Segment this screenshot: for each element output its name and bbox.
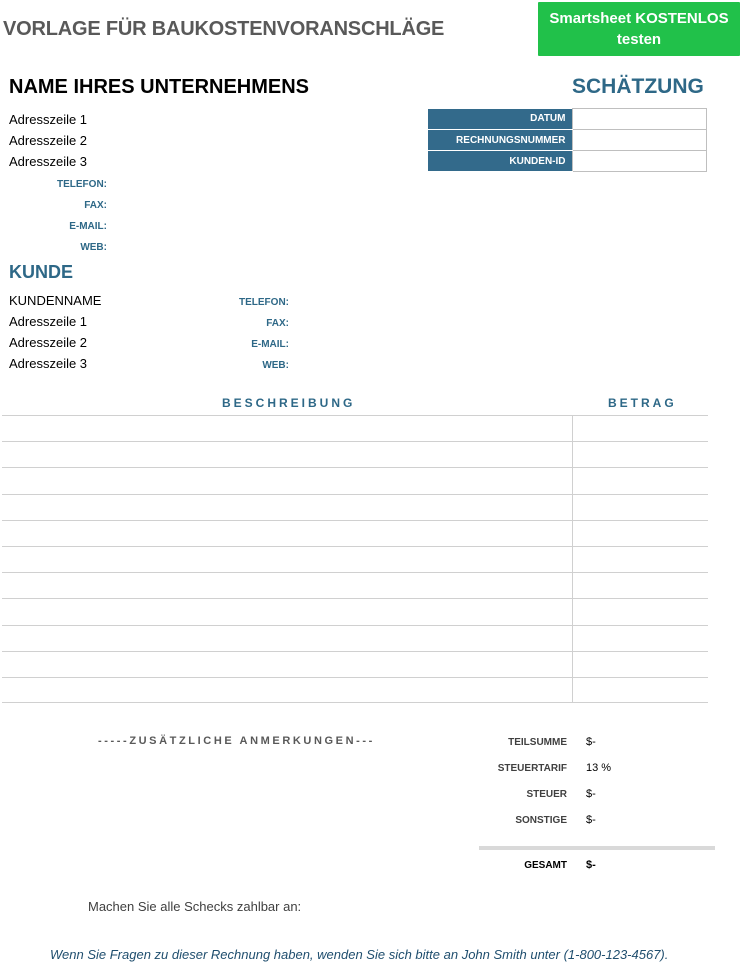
amount-cell[interactable] [573,468,708,493]
amount-cell[interactable] [573,573,708,598]
table-row [2,598,708,624]
total-value: $- [586,859,596,871]
date-label: DATUM [428,109,572,130]
table-row [2,572,708,598]
subtotal-label: TEILSUMME [508,737,567,748]
additional-notes-heading: -----ZUSÄTZLICHE ANMERKUNGEN--- [98,735,375,747]
smartsheet-trial-button[interactable] [538,2,740,56]
table-row [2,651,708,677]
table-row [2,625,708,651]
customer-address-line-3[interactable]: Adresszeile 3 [9,356,88,371]
invoice-number-value[interactable] [572,130,706,151]
table-row [2,494,708,520]
description-cell[interactable] [2,495,573,520]
customer-id-value[interactable] [572,151,706,172]
amount-cell[interactable] [573,599,708,624]
table-row [2,441,708,467]
amount-cell[interactable] [573,495,708,520]
amount-cell[interactable] [573,442,708,467]
table-row [2,415,708,441]
total-label: GESAMT [524,860,567,871]
customer-heading: KUNDE [9,262,74,282]
amount-cell[interactable] [573,416,708,441]
customer-address-line-1[interactable]: Adresszeile 1 [9,314,88,329]
company-email-label: E-MAIL: [69,221,107,232]
contact-note: Wenn Sie Fragen zu dieser Rechnung haben, wenden Sie sich bitte an John Smith unter (1-800-123-4567). [50,947,669,962]
company-fax-label: FAX: [84,200,107,211]
estimate-heading: SCHÄTZUNG [572,75,704,98]
description-column-header: BESCHREIBUNG [222,396,356,410]
amount-cell[interactable] [573,626,708,651]
company-address-line-1[interactable]: Adresszeile 1 [9,112,88,127]
promo-line-2: testen [616,31,662,48]
table-row [2,677,708,703]
tax-label: STEUER [526,789,567,800]
amount-cell[interactable] [573,678,708,702]
summary-divider [479,846,715,850]
promo-line-1: Smartsheet KOSTENLOS [549,10,729,27]
company-phone-label: TELEFON: [57,179,107,190]
line-items-table [2,415,708,703]
customer-address-line-2[interactable]: Adresszeile 2 [9,335,88,350]
customer-id-row [428,151,706,172]
customer-id-label: KUNDEN-ID [428,151,572,172]
company-address-line-3[interactable]: Adresszeile 3 [9,154,88,169]
customer-name[interactable]: KUNDENNAME [9,293,102,308]
table-row [2,520,708,546]
subtotal-value: $- [586,736,596,748]
description-cell[interactable] [2,521,573,546]
description-cell[interactable] [2,442,573,467]
customer-web-label: WEB: [262,360,289,371]
payable-to-text: Machen Sie alle Schecks zahlbar an: [88,899,302,914]
description-cell[interactable] [2,416,573,441]
tax-value: $- [586,788,596,800]
company-address-line-2[interactable]: Adresszeile 2 [9,133,88,148]
description-cell[interactable] [2,652,573,677]
company-name[interactable]: NAME IHRES UNTERNEHMENS [9,76,310,98]
table-row [2,467,708,493]
estimate-info-table [428,108,707,172]
date-row [428,109,706,130]
amount-cell[interactable] [573,652,708,677]
other-value[interactable]: $- [586,814,596,826]
description-cell[interactable] [2,626,573,651]
description-cell[interactable] [2,468,573,493]
tax-rate-value[interactable]: 13 % [586,762,612,774]
tax-rate-label: STEUERTARIF [497,763,567,774]
document-title: VORLAGE FÜR BAUKOSTENVORANSCHLÄGE [3,18,445,40]
description-cell[interactable] [2,573,573,598]
company-web-label: WEB: [80,242,107,253]
invoice-number-row [428,130,706,151]
invoice-number-label: RECHNUNGSNUMMER [428,130,572,151]
table-row [2,546,708,572]
date-value[interactable] [572,109,706,130]
customer-fax-label: FAX: [266,318,289,329]
description-cell[interactable] [2,547,573,572]
description-cell[interactable] [2,678,573,702]
amount-column-header: BETRAG [608,396,677,410]
amount-cell[interactable] [573,521,708,546]
other-label: SONSTIGE [515,815,567,826]
description-cell[interactable] [2,599,573,624]
customer-phone-label: TELEFON: [239,297,289,308]
customer-email-label: E-MAIL: [251,339,289,350]
amount-cell[interactable] [573,547,708,572]
